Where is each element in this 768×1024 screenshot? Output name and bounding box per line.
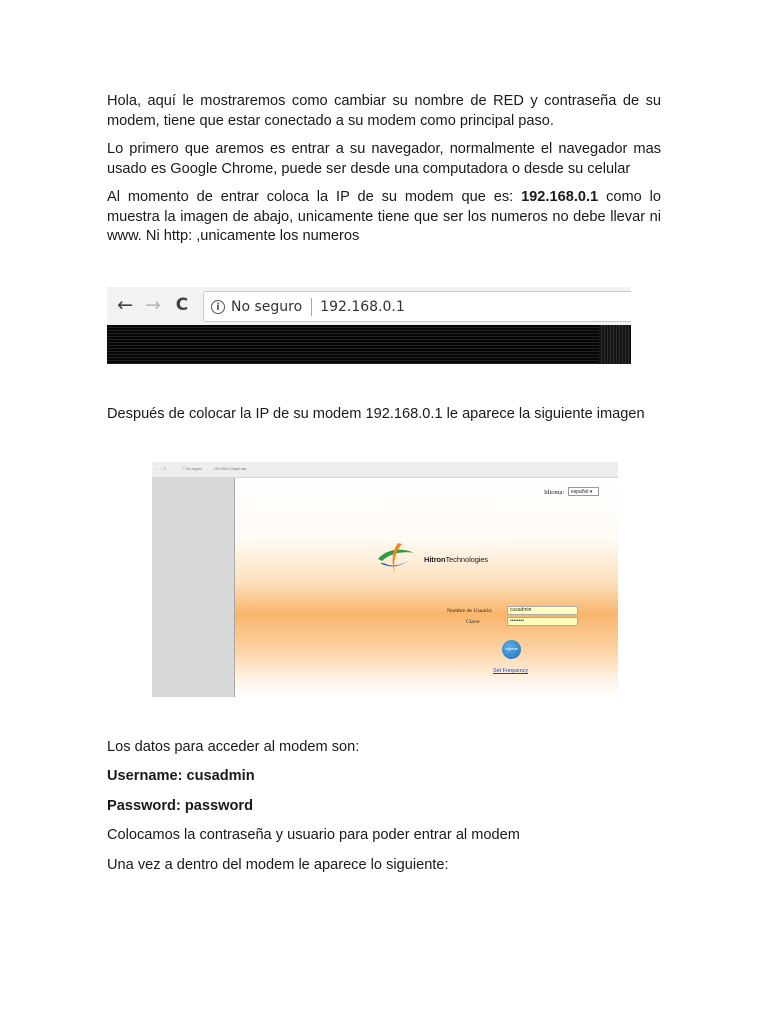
brand-bold: Hitron (424, 555, 446, 564)
password-label: Clave: (466, 619, 481, 625)
address-separator (311, 298, 312, 316)
outro-paragraph-1: Colocamos la contraseña y usuario para poder entrar al modem (107, 827, 520, 843)
url-text: 192.168.0.1 (320, 298, 405, 315)
mini-security-label: ⓘ No seguro (182, 467, 202, 471)
language-label: Idioma: (544, 489, 565, 496)
intro-paragraph-1: Hola, aquí le mostraremos como cambiar su nombre de RED y contraseña de su modem, tiene que estar conectado a su modem como principal paso. (107, 93, 661, 129)
modem-login-screenshot (152, 462, 618, 697)
brand-rest: Technologies (445, 555, 489, 564)
forward-arrow-icon[interactable]: → (145, 294, 161, 316)
mini-url: 192.168.0.1/login.asp (214, 467, 247, 471)
hitron-logo-icon (376, 541, 416, 575)
login-button[interactable]: Ingresar (502, 640, 521, 659)
browser-bar-screenshot (107, 287, 631, 364)
info-icon[interactable]: i (211, 300, 225, 314)
ip-instruction-text: Al momento de entrar coloca la IP de su modem que es: (107, 189, 522, 205)
username-label: Nombre de Usuario: (447, 608, 493, 614)
credentials-intro: Los datos para acceder al modem son: (107, 739, 360, 755)
intro-paragraph-2: Lo primero que aremos es entrar a su navegador, normalmente el navegador mas usado es Google Chrome, puede ser desde una computadora o desde su celular (107, 141, 661, 177)
modem-login-panel (235, 478, 618, 697)
reload-icon[interactable]: C (175, 295, 189, 315)
modem-sidebar (152, 478, 235, 697)
after-ip-paragraph: Después de colocar la IP de su modem 192.168.0.1 le aparece la siguiente imagen (107, 406, 645, 422)
outro-paragraph-2: Una vez a dentro del modem le aparece lo siguiente: (107, 857, 449, 873)
intro-paragraph-3 (107, 188, 661, 247)
back-arrow-icon[interactable]: ← (117, 294, 133, 316)
set-frequency-link[interactable]: Set Frequency (493, 668, 529, 674)
security-label: No seguro (231, 298, 303, 315)
mini-address-bar (152, 462, 618, 478)
mini-nav-icons: ← → C (155, 467, 167, 471)
address-bar[interactable] (203, 291, 631, 322)
dark-page-strip (107, 325, 631, 364)
username-line: Username: cusadmin (107, 768, 255, 784)
browser-toolbar (107, 287, 631, 325)
password-line: Password: password (107, 798, 253, 814)
password-input[interactable]: •••••••• (507, 617, 578, 626)
brand-name (424, 555, 488, 564)
language-select[interactable]: español ▾ (568, 487, 599, 496)
ip-address-bold: 192.168.0.1 (521, 189, 599, 205)
username-input[interactable]: cusadmin (507, 606, 578, 615)
ip-instruction-text-rest: como lo muestra la imagen de abajo, unicamente tiene que ser los numeros no debe llevar ni www. Ni http: ,unicamente los numeros (107, 189, 662, 244)
